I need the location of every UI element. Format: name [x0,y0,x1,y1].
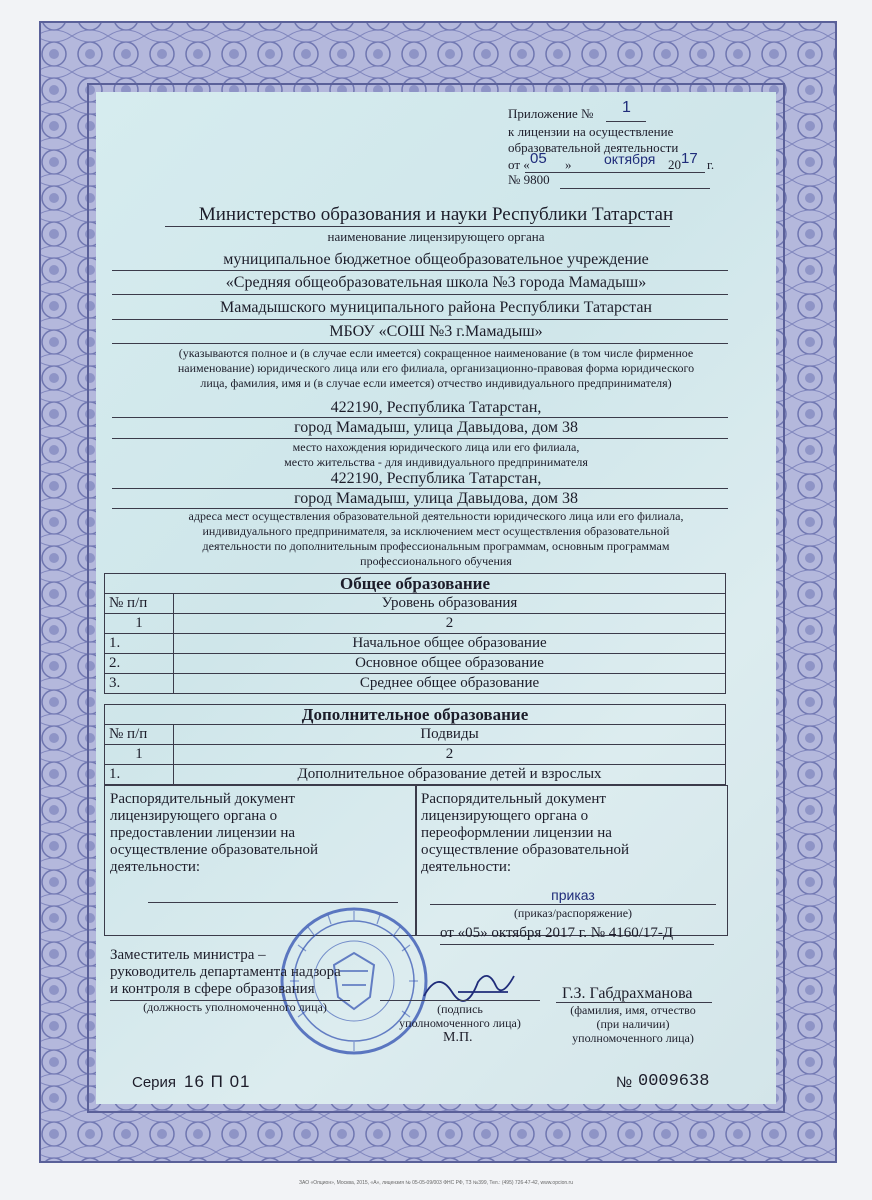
doc-reference: от «05» октября 2017 г. № 4160/17-Д [440,925,674,941]
additional-education-table [104,704,726,785]
activity-caption-3: деятельности по дополнительным профессиональным программам, основным программам [202,539,670,553]
number-label: № [616,1074,633,1091]
table-row: 1. Начальное общее образование [105,634,726,654]
org-caption-1: (указываются полное и (в случае если имеется) сокращенное наименование (в том числе фирменное [178,346,694,360]
appendix-label: Приложение № [508,106,594,121]
location-line-2: город Мамадыш, улица Давыдова, дом 38 [294,419,578,436]
authority-caption: наименование лицензирующего органа [327,229,545,244]
table-row: 1. Дополнительное образование детей и взрослых [105,765,726,785]
additional-education-title: Дополнительное образование [105,705,726,725]
activity-caption-1: адреса мест осуществления образовательной деятельности юридического лица или его филиала, [188,509,684,523]
signer-position: Заместитель министра – руководитель департамента надзора и контроля в сфере образования [110,947,341,997]
table-header-row: № п/п Подвиды [105,725,726,745]
signer-name: Г.З. Габдрахманова [562,985,693,1002]
org-short-name: МБОУ «СОШ №3 г.Мамадыш» [329,323,543,340]
table-index-row: 1 2 [105,745,726,765]
doc-type: приказ [551,887,595,903]
org-caption-3: лица, фамилия, имя и (в случае если имеется) отчество индивидуального предпринимателя) [200,376,672,390]
appendix-month: октября [604,151,656,167]
appendix-year: 17 [681,150,698,167]
location-caption-1: место нахождения юридического лица или его филиала, [292,440,580,454]
appendix-from: от « [508,157,530,172]
position-caption: (должность уполномоченного лица) [143,1000,327,1014]
general-education-table [104,573,726,694]
org-line-2: «Средняя общеобразовательная школа №3 города Мамадыш» [225,274,647,291]
number-value: 0009638 [638,1072,710,1091]
doc-type-caption: (приказ/распоряжение) [513,906,633,920]
license-appendix-page: Приложение № 1 к лицензии на осуществление образовательной деятельности от « 05 » октября 20 17 г. № 9800 Министерство образования и науки Республики Татарстан наименование лицензирующего органа муниципальное бюджетное общеобразовательное учреждение «Средняя общеобразовательная школа №3 города Мамадыш» Мамадышского муниципального района Республики Татарстан МБОУ «СОШ №3 г.Мамадыш» (указываются полное и (в случае если имеется) сокращенное наименование (в том числе фирменное наименование) юридического лица или его филиала, организационно-правовая форма юридического лица, фамилия, имя и (в случае если имеется) отчество индивидуального предпринимателя) 422190, Республика Татарстан, город Мамадыш, улица Давыдова, дом 38 место нахождения юридического лица или его филиала, место жительства - для индивидуального предпринимателя 422190, Республика Татарстан, город Мамадыш, улица Давыдова, дом 38 адреса мест осуществления образовательной деятельности юридического лица или его филиала, индивидуального предпринимателя, за исключением мест осуществления образовательной деятельности по дополнительным профессиональным программам, основным программам профессионального обучения Общее образование № п/п Уровень образования 1 2 1. Начальное общее образование 2. Основное общее образование 3. Среднее общее образование Дополнительное образование № п/п Подвиды 1 2 1. Дополнительное образование детей и взрослых Распорядительный документ лицензирующего органа о предоставлении лицензии на осуществление образовательной деятельности: Распорядительный документ лицензирующего органа о переоформлении лицензии на осуществление образовательной деятельности: приказ (приказ/распоряжение) от «05» октября 2017 г. № 4160/17-Д Заместитель министра – руководитель департамента надзора и контроля в сфере образования (должность уполномоченного лица) (подпись уполномоченного лица) М.П. Г.З. Габдрахманова (фамилия, имя, отчество (при наличии) уполномоченного лица) Серия 16 П 01 № 0009638 ЗАО «Опцион», Москва, 2015, «А», лицензия № 05-05-09/003 ФНС РФ, ТЗ №399, Тел.: (495) 726-47-42, www.opcion.ru [0,0,872,1200]
signer-name-caption: (фамилия, имя, отчество (при наличии) уполномоченного лица) [570,1003,696,1045]
activity-caption-4: профессионального обучения [360,554,512,568]
signature-caption: (подпись уполномоченного лица) [399,1002,521,1030]
location-caption-2: место жительства - для индивидуального предпринимателя [284,455,588,469]
appendix-day: 05 [530,150,547,167]
col-level-header: Уровень образования [174,594,726,614]
reissue-doc-text: Распорядительный документ лицензирующего органа о переоформлении лицензии на осуществление образовательной деятельности: [421,791,629,875]
appendix-activity: образовательной деятельности [508,140,679,155]
table-header-row [105,594,726,614]
org-caption-2: наименование) юридического лица или его филиала, организационно-правовая форма юридического [177,361,695,375]
authority-name: Министерство образования и науки Республики Татарстан [198,204,674,225]
org-line-1: муниципальное бюджетное общеобразовательное учреждение [223,251,649,268]
activity-caption-2: индивидуального предпринимателя, за исключением мест осуществления образовательной [202,524,670,538]
activity-address-line-2: город Мамадыш, улица Давыдова, дом 38 [294,490,578,507]
table-row: 2. Основное общее образование [105,654,726,674]
appendix-number: 1 [622,99,631,116]
location-line-1: 422190, Республика Татарстан, [330,399,542,416]
stamp-place: М.П. [443,1030,473,1045]
grant-doc-text: Распорядительный документ лицензирующего органа о предоставлении лицензии на осуществление образовательной деятельности: [110,791,318,875]
printer-footer: ЗАО «Опцион», Москва, 2015, «А», лицензия № 05-05-09/003 ФНС РФ, ТЗ №399, Тел.: (495) 726-47-42, www.opcion.ru [299,1180,573,1186]
org-line-3: Мамадышского муниципального района Республики Татарстан [220,299,652,316]
general-education-title: Общее образование [105,574,726,594]
table-row: 3. Среднее общее образование [105,674,726,694]
series-value: 16 П 01 [184,1072,251,1091]
col-number-header: № п/п [105,594,174,614]
activity-address-line-1: 422190, Республика Татарстан, [330,470,542,487]
appendix-to-license: к лицензии на осуществление [508,124,674,139]
table-index-row: 1 2 [105,614,726,634]
series-label: Серия [132,1074,177,1091]
appendix-reg-number: № 9800 [508,172,550,187]
